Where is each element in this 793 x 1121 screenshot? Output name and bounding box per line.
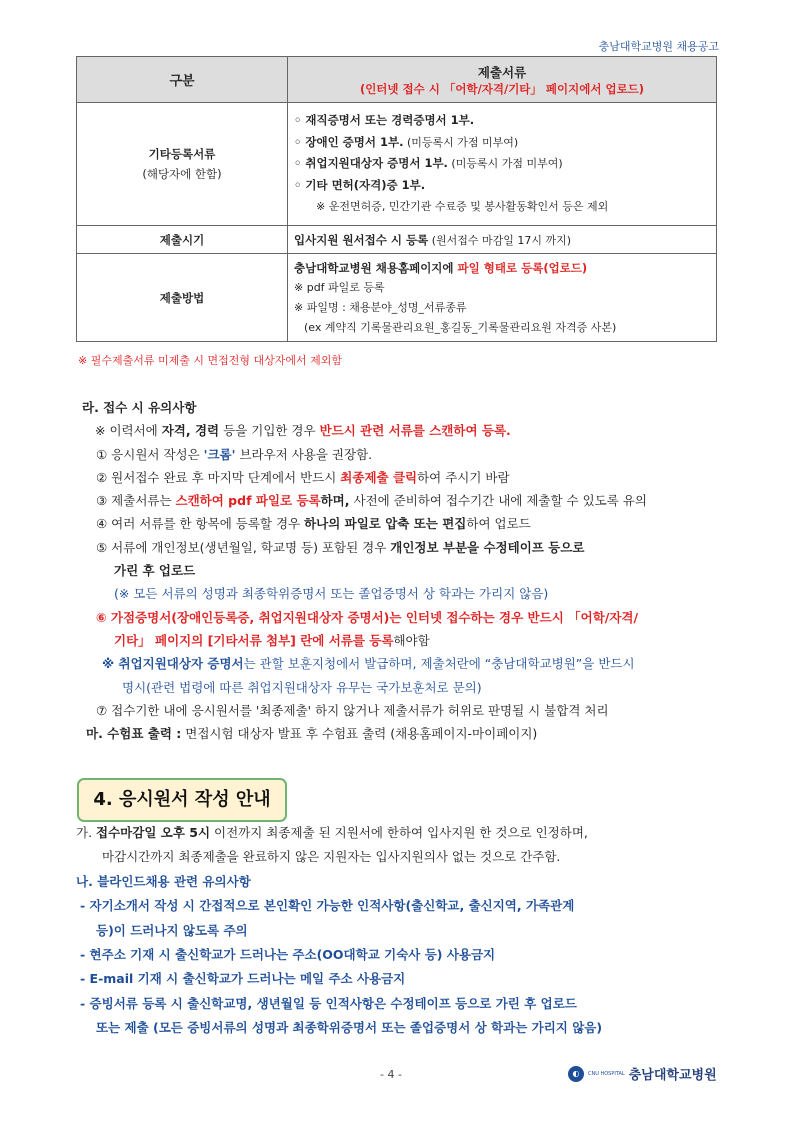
section-ra-title: 라. 접수 시 유의사항 bbox=[82, 400, 197, 415]
list-item: ◦ 장애인 증명서 1부. (미등록시 가점 미부여) bbox=[294, 134, 519, 149]
documents-table bbox=[76, 56, 717, 342]
list-note: ※ 취업지원대상자 증명서는 관할 보훈지청에서 발급하며, 제출처란에 “충남대학교병원”을 반드시 bbox=[102, 656, 635, 672]
table-head-docs-title: 제출서류 bbox=[477, 64, 527, 80]
row-other-docs-sub: (해당자에 한함) bbox=[142, 167, 222, 181]
method-line: ※ pdf 파일로 등록 bbox=[294, 280, 385, 294]
section-ma: 마. 수험표 출력 : 면접시험 대상자 발표 후 수험표 출력 (채용홈페이지-마이페이지) bbox=[86, 726, 538, 742]
list-item: ① 응시원서 작성은 '크롬' 브라우저 사용을 권장함. bbox=[96, 446, 373, 462]
list-item: - 자기소개서 작성 시 간접적으로 본인확인 가능한 인적사항(출신학교, 출신지역, 가족관계 bbox=[80, 898, 575, 914]
list-note-cont: 명시(관련 법령에 따른 취업지원대상자 유무는 국가보훈처로 문의) bbox=[122, 679, 482, 695]
hospital-logo bbox=[568, 1064, 717, 1083]
method-line: (ex 계약직 기록물관리요원_홍길동_기록물관리요원 자격증 사본) bbox=[304, 320, 617, 334]
section4-title: 4. 응시원서 작성 안내 bbox=[77, 778, 287, 822]
list-item: - 현주소 기재 시 출신학교가 드러나는 주소(OO대학교 기숙사 등) 사용금지 bbox=[80, 947, 496, 963]
list-item: ◦ 취업지원대상자 증명서 1부. (미등록시 가점 미부여) bbox=[294, 156, 563, 171]
table-head-docs bbox=[288, 57, 717, 103]
list-item: ⑥ 가점증명서(장애인등록증, 취업지원대상자 증명서)는 인터넷 접수하는 경우 반드시 「어학/자격/ bbox=[96, 609, 639, 625]
method-line: 충남대학교병원 채용홈페이지에 파일 형태로 등록(업로드) bbox=[294, 260, 588, 275]
list-item: ② 원서접수 완료 후 마지막 단계에서 반드시 최종제출 클릭하여 주시기 바람 bbox=[96, 469, 510, 485]
list-item: ⑦ 접수기한 내에 응시원서를 '최종제출' 하지 않거나 제출서류가 허위로 판명될 시 불합격 처리 bbox=[96, 702, 609, 718]
row-other-docs-content bbox=[288, 103, 717, 226]
logo-text: 충남대학교병원 bbox=[628, 1068, 717, 1083]
list-item: ※ 이력서에 자격, 경력 등을 기입한 경우 반드시 관련 서류를 스캔하여 등록. bbox=[95, 423, 511, 439]
section-ga: 가. 접수마감일 오후 5시 이전까지 최종제출 된 지원서에 한하여 입사지원 한 것으로 인정하며, bbox=[76, 825, 588, 840]
row-method-label: 제출방법 bbox=[77, 254, 288, 342]
list-item: ◦ 기타 면허(자격)증 1부. bbox=[294, 177, 426, 192]
row-timing-content: 입사지원 원서접수 시 등록 (원서접수 마감일 17시 까지) bbox=[288, 226, 717, 254]
list-item-cont: 또는 제출 (모든 증빙서류의 성명과 최종학위증명서 또는 졸업증명서 상 학과는 가리지 않음) bbox=[96, 1020, 603, 1036]
table-head-docs-sub: (인터넷 접수 시 「어학/자격/기타」 페이지에서 업로드) bbox=[359, 81, 645, 96]
section-na-title: 나. 블라인드채용 관련 유의사항 bbox=[76, 873, 251, 889]
logo-icon: ◐ bbox=[568, 1066, 584, 1082]
table-note: ※ 필수제출서류 미제출 시 면접전형 대상자에서 제외함 bbox=[78, 354, 342, 367]
list-item: ⑤ 서류에 개인정보(생년월일, 학교명 등) 포함된 경우 개인정보 부분을 수정테이프 등으로 bbox=[96, 539, 585, 555]
list-item: ③ 제출서류는 스캔하여 pdf 파일로 등록하며, 사전에 준비하여 접수기간 내에 제출할 수 있도록 유의 bbox=[96, 493, 647, 509]
list-item: - E-mail 기재 시 출신학교가 드러나는 메일 주소 사용금지 bbox=[80, 971, 406, 987]
row-timing-label: 제출시기 bbox=[77, 226, 288, 254]
list-item-cont: 기타」 페이지의 [기타서류 첨부] 란에 서류를 등록해야함 bbox=[114, 632, 430, 648]
method-line: ※ 파일명 : 채용분야_성명_서류종류 bbox=[294, 300, 467, 314]
table-head-category: 구분 bbox=[77, 57, 288, 103]
list-item: ④ 여러 서류를 한 항목에 등록할 경우 하나의 파일로 압축 또는 편집하여 업로드 bbox=[96, 516, 531, 532]
section4-body bbox=[76, 821, 726, 1041]
section-ra bbox=[82, 396, 722, 745]
row-method-content bbox=[288, 254, 717, 342]
list-item-cont: 가린 후 업로드 bbox=[114, 563, 196, 579]
header-title: 충남대학교병원 채용공고 bbox=[598, 40, 719, 53]
list-note: ※ 운전면허증, 민간기관 수료증 및 봉사활동확인서 등은 제외 bbox=[316, 200, 609, 214]
list-note: (※ 모든 서류의 성명과 최종학위증명서 또는 졸업증명서 상 학과는 가리지 않음) bbox=[114, 586, 549, 602]
row-other-docs-title: 기타등록서류 bbox=[148, 147, 216, 161]
list-item-cont: 등)이 드러나지 않도록 주의 bbox=[96, 922, 248, 938]
list-item: ◦ 재직증명서 또는 경력증명서 1부. bbox=[294, 113, 475, 128]
page-number: - 4 - bbox=[380, 1068, 402, 1081]
row-other-docs-label bbox=[77, 103, 288, 226]
section-ga-cont: 마감시간까지 최종제출을 완료하지 않은 지원자는 입사지원의사 없는 것으로 간주함. bbox=[102, 849, 561, 865]
logo-small-text: CNU HOSPITAL bbox=[588, 1070, 625, 1077]
list-item: - 증빙서류 등록 시 출신학교명, 생년월일 등 인적사항은 수정테이프 등으로 가린 후 업로드 bbox=[80, 995, 577, 1011]
